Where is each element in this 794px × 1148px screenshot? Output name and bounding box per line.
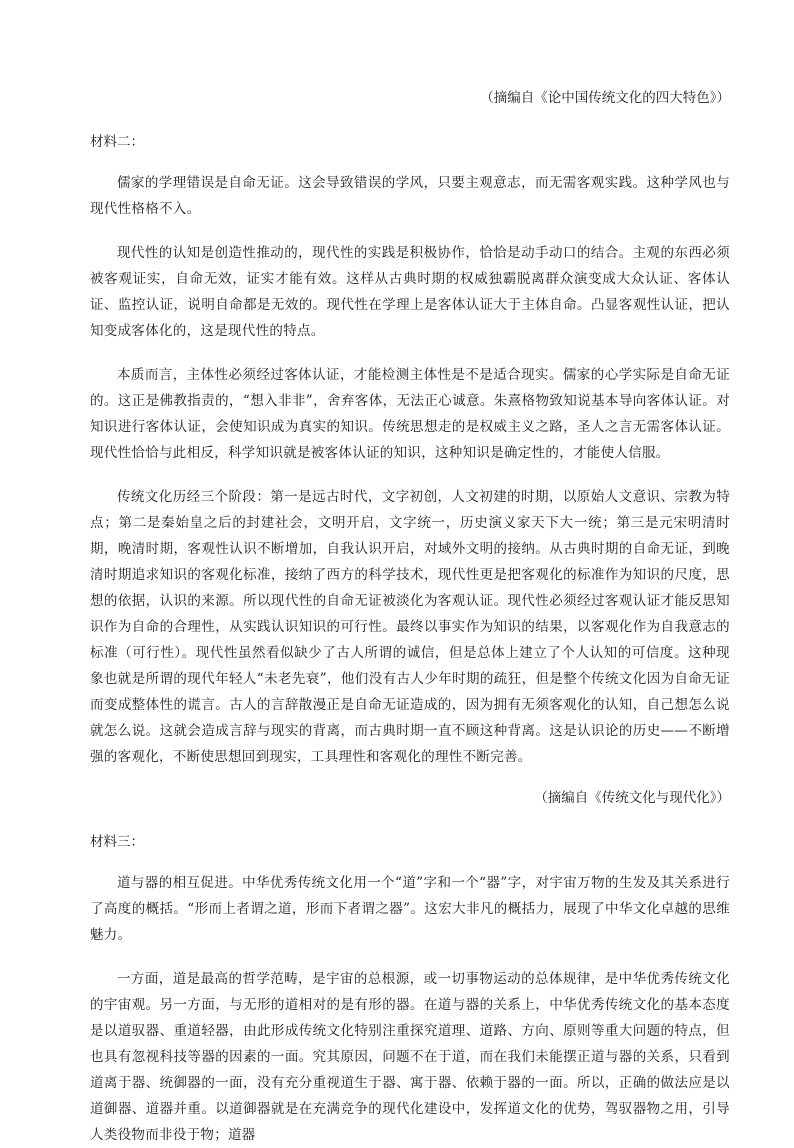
material2-source: （摘编自《传统文化与现代化》）	[534, 790, 730, 806]
material2-paragraph-3: 本质而言，主体性必须经过客体认证，才能检测主体性是不是适合现实。儒家的心学实际是自命无证的。这正是佛教指责的，“想入非非”，舍弃客体，无法正心诚意。朱熹格物致知说基本导向客体认证。对知识进行客体认证，会使知识成为真实的知识。传统思想走的是权威主义之路，圣人之言无需客体认证。现代性恰恰与此相反，科学知识就是被客体认证的知识，这种知识是确定性的，才能使人信服。	[90, 367, 730, 461]
document-page	[90, 88, 730, 1148]
material3-label: 材料三：	[90, 834, 144, 850]
material2-paragraph-2: 现代性的认知是创造性推动的，现代性的实践是积极协作，恰恰是动手动口的结合。主观的东西必须被客观证实，自命无效，证实才能有效。这样从古典时期的权威独霸脱离群众演变成大众认证、客体认证、监控认证，说明自命都是无效的。现代性在学理上是客体认证大于主体自命。凸显客观性认证，把认知变成客体化的，这是现代性的特点。	[90, 245, 730, 339]
material2-paragraph-1: 儒家的学理错误是自命无证。这会导致错误的学风，只要主观意志，而无需客观实践。这种学风也与现代性格格不入。	[90, 175, 730, 217]
material2-label: 材料二：	[90, 134, 144, 150]
material3-paragraph-1: 道与器的相互促进。中华优秀传统文化用一个“道”字和一个“器”字，对宇宙万物的生发及其关系进行了高度的概括。“形而上者谓之道，形而下者谓之器”。这宏大非凡的概括力，展现了中华文化卓越的思维魅力。	[90, 875, 730, 943]
material3-paragraph-2: 一方面，道是最高的哲学范畴，是宇宙的总根源，或一切事物运动的总体规律，是中华优秀传统文化的宇宙观。另一方面，与无形的道相对的是有形的器。在道与器的关系上，中华优秀传统文化的基本态度是以道驭器、重道轻器，由此形成传统文化特别注重探究道理、道路、方向、原则等重大问题的特点，但也具有忽视科技等器的因素的一面。究其原因，问题不在于道，而在我们未能摆正道与器的关系，只看到道离于器、统御器的一面，没有充分重视道生于器、寓于器、依赖于器的一面。所以，正确的做法应是以道御器、道器并重。以道御器就是在充满竞争的现代化建设中，发挥道文化的优势，驾驭器物之用，引导人类役物而非役于物；道器	[90, 971, 730, 1143]
material2-paragraph-4: 传统文化历经三个阶段：第一是远古时代，文字初创，人文初建的时期，以原始人文意识、宗教为特点；第二是秦始皇之后的封建社会，文明开启，文字统一，历史演义家天下大一统；第三是元宋明清时期，晚清时期，客观性认识不断增加，自我认识开启，对域外文明的接纳。从古典时期的自命无证，到晚清时期追求知识的客观化标准，接纳了西方的科学技术，现代性更是把客观化的标准作为知识的尺度，思想的依据，认识的来源。所以现代性的自命无证被淡化为客观认证。现代性必须经过客观认证才能反思知识作为自命的合理性，从实践认识知识的可行性。最终以事实作为知识的结果，以客观化作为自我意志的标准（可行性）。现代性虽然看似缺少了古人所谓的诚信，但是总体上建立了个人认知的可信度。这种现象也就是所谓的现代年轻人“未老先衰”，他们没有古人少年时期的疏狂，但是整个传统文化因为自命无证而变成整体性的谎言。古人的言辞散漫正是自命无证造成的，因为拥有无须客观化的认知，自己想怎么说就怎么说。这就会造成言辞与现实的背离，而古典时期一直不顾这种背离。这是认识论的历史——不断增强的客观化，不断使思想回到现实，工具理性和客观化的理性不断完善。	[90, 489, 730, 765]
material1-source: （摘编自《论中国传统文化的四大特色》）	[480, 90, 730, 106]
